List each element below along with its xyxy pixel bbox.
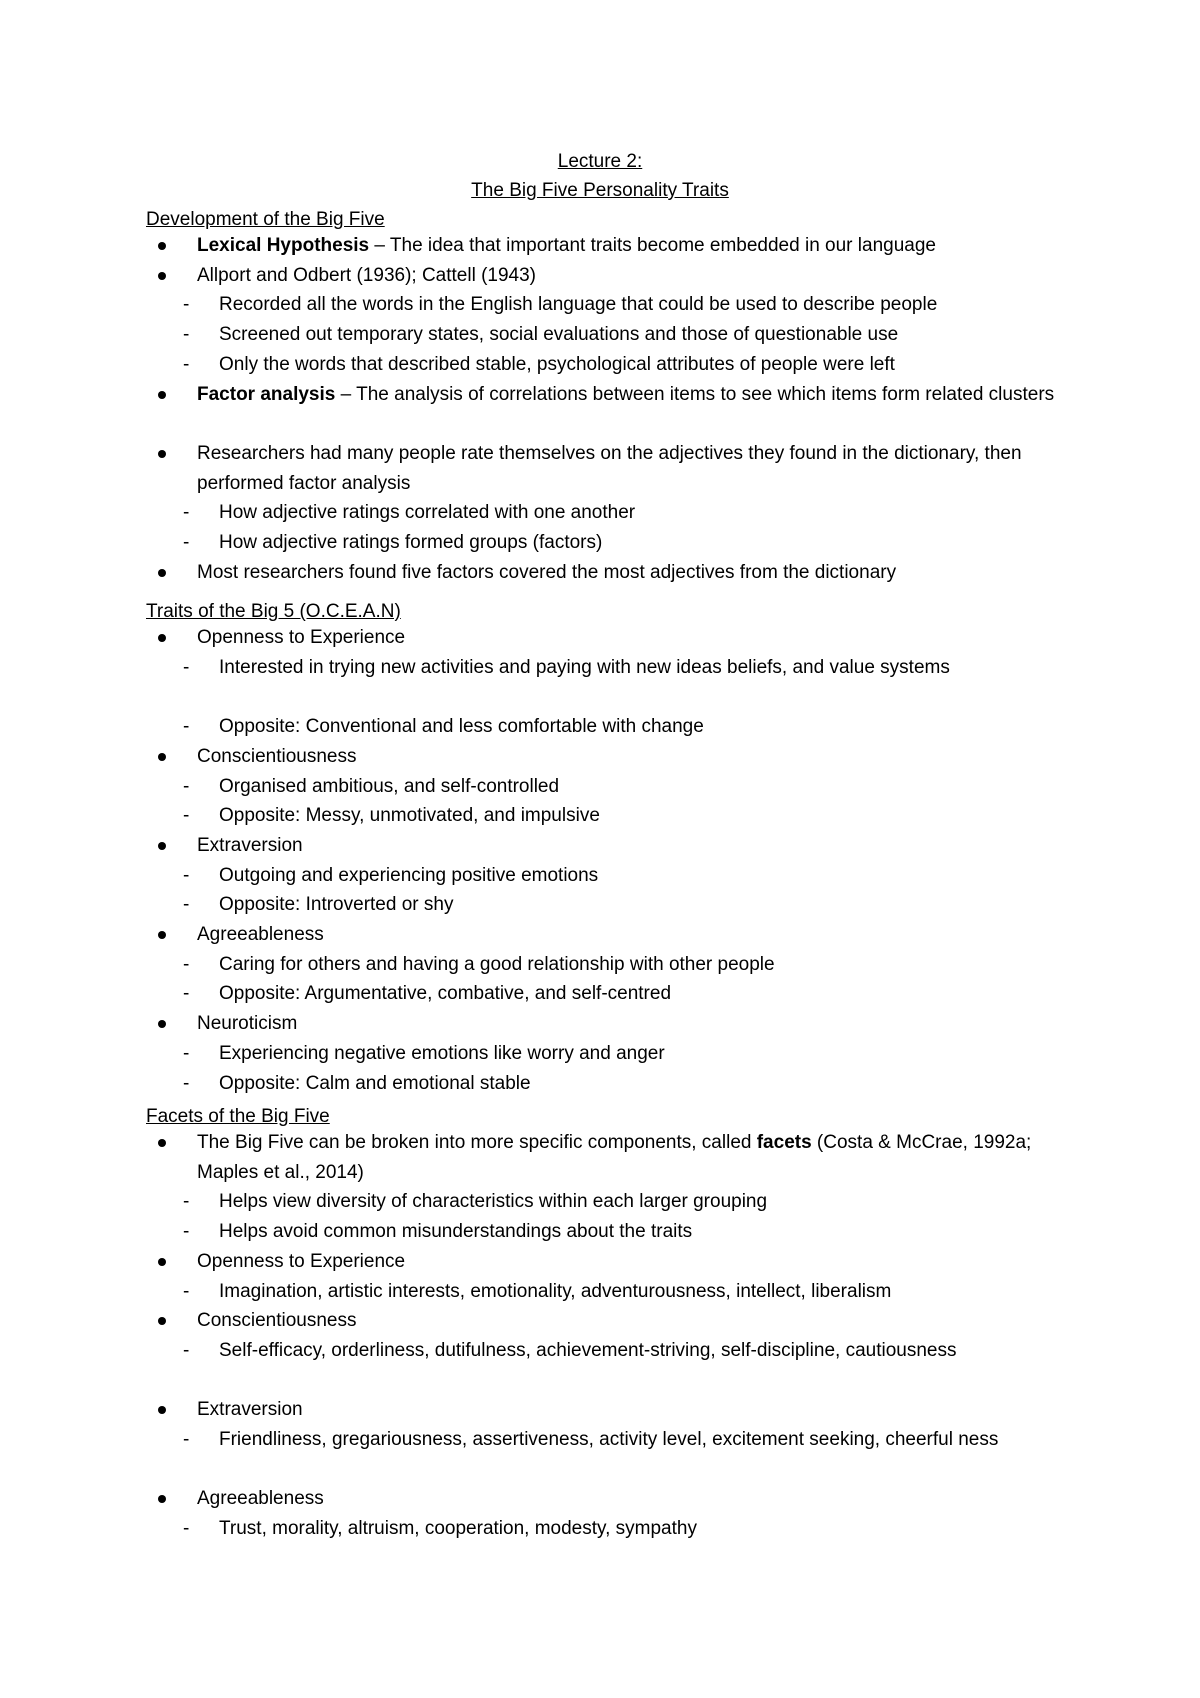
item-text bbox=[219, 1217, 1066, 1247]
item-text-body: Interested in trying new activities and paying with new ideas beliefs, and value systems bbox=[219, 656, 950, 678]
sub-item bbox=[146, 801, 1066, 831]
section-heading: Development of the Big Five bbox=[146, 209, 385, 230]
lecture-number: Lecture 2: bbox=[557, 151, 643, 172]
dash-marker: - bbox=[183, 1221, 190, 1243]
item-text bbox=[197, 742, 1066, 772]
item-text-body: – The idea that important traits become embedded in our language bbox=[369, 235, 936, 256]
sub-item bbox=[146, 1039, 1066, 1069]
item-text bbox=[219, 1514, 1066, 1544]
bullet-item bbox=[146, 831, 1066, 861]
item-text-body: Opposite: Introverted or shy bbox=[219, 894, 454, 916]
bullet-dot-icon bbox=[158, 450, 166, 458]
item-text bbox=[219, 653, 1066, 683]
bullet-item bbox=[146, 231, 1066, 261]
dash-marker: - bbox=[183, 1191, 190, 1213]
item-text bbox=[219, 1336, 1066, 1366]
sub-item bbox=[146, 979, 1066, 1009]
item-text-body: Self-efficacy, orderliness, dutifulness, achievement-striving, self-discipline, cautiousness bbox=[219, 1339, 957, 1361]
dash-marker: - bbox=[183, 1072, 190, 1094]
bullet-dot-icon bbox=[158, 634, 166, 642]
item-text-body: Extraversion bbox=[197, 834, 303, 856]
item-text bbox=[219, 290, 1066, 320]
dash-marker: - bbox=[183, 775, 190, 797]
item-text bbox=[197, 1306, 1066, 1336]
dash-marker: - bbox=[183, 894, 190, 916]
bullet-dot-icon bbox=[158, 1020, 166, 1028]
item-text-body: Only the words that described stable, psychological attributes of people were left bbox=[219, 353, 895, 375]
item-text bbox=[219, 1187, 1066, 1217]
item-text-body: Conscientiousness bbox=[197, 1310, 357, 1332]
dash-marker: - bbox=[183, 1280, 190, 1302]
bullet-item bbox=[146, 558, 1066, 588]
item-text-body: Neuroticism bbox=[197, 1013, 298, 1035]
bullet-item bbox=[146, 1395, 1066, 1425]
item-text-body: Opposite: Messy, unmotivated, and impulsive bbox=[219, 805, 600, 827]
item-text-body: Helps view diversity of characteristics within each larger grouping bbox=[219, 1191, 768, 1213]
item-text-body: Openness to Experience bbox=[197, 627, 406, 648]
sub-item bbox=[146, 1336, 1066, 1366]
sub-item bbox=[146, 498, 1066, 528]
item-text-body: Screened out temporary states, social evaluations and those of questionable use bbox=[219, 324, 899, 346]
item-text-body: Extraversion bbox=[197, 1399, 303, 1421]
dash-marker: - bbox=[183, 983, 190, 1005]
bullet-item bbox=[146, 1484, 1066, 1514]
dash-marker: - bbox=[183, 324, 190, 346]
item-text bbox=[219, 528, 1066, 558]
dash-marker: - bbox=[183, 1429, 190, 1450]
bullet-dot-icon bbox=[158, 931, 166, 939]
item-text-body: Imagination, artistic interests, emotionality, adventurousness, intellect, liberalism bbox=[219, 1280, 892, 1302]
item-text-body: Trust, morality, altruism, cooperation, modesty, sympathy bbox=[219, 1518, 697, 1540]
item-text-body: – The analysis of correlations between items to see which items form related clusters bbox=[335, 383, 1055, 405]
item-text bbox=[197, 1009, 1066, 1039]
item-text bbox=[197, 1395, 1066, 1425]
dash-marker: - bbox=[183, 864, 190, 886]
sub-item bbox=[146, 653, 1066, 683]
bullet-dot-icon bbox=[158, 1495, 166, 1503]
item-text-body: Opposite: Conventional and less comfortable with change bbox=[219, 716, 704, 738]
sub-item bbox=[146, 861, 1066, 891]
bold-term: Factor analysis bbox=[197, 383, 336, 405]
item-text bbox=[219, 1069, 1066, 1099]
item-text bbox=[197, 558, 1066, 588]
dash-marker: - bbox=[183, 353, 190, 375]
item-text bbox=[197, 831, 1066, 861]
item-text-body: Agreeableness bbox=[197, 924, 324, 945]
item-text-body: Conscientiousness bbox=[197, 745, 357, 767]
item-text-body: Recorded all the words in the English language that could be used to describe people bbox=[219, 294, 938, 316]
item-text bbox=[197, 1128, 1066, 1187]
item-text bbox=[197, 439, 1066, 498]
sub-item bbox=[146, 290, 1066, 320]
bullet-item bbox=[146, 439, 1066, 498]
item-text-body: Agreeableness bbox=[197, 1488, 324, 1510]
item-text bbox=[197, 623, 1066, 653]
dash-marker: - bbox=[183, 1339, 190, 1361]
item-text bbox=[219, 350, 1066, 380]
item-text-body: Experiencing negative emotions like worry and anger bbox=[219, 1042, 665, 1064]
bullet-dot-icon bbox=[158, 1258, 166, 1266]
item-text bbox=[219, 320, 1066, 350]
sub-item bbox=[146, 772, 1066, 802]
bullet-dot-icon bbox=[158, 1317, 166, 1325]
sub-item bbox=[146, 528, 1066, 558]
item-text bbox=[219, 979, 1066, 1009]
dash-marker: - bbox=[183, 805, 190, 827]
sub-item bbox=[146, 1514, 1066, 1544]
dash-marker: - bbox=[183, 656, 190, 678]
item-text-body: Opposite: Calm and emotional stable bbox=[219, 1072, 531, 1094]
item-text-body: Researchers had many people rate themselves on the adjectives they found in the dictionary, then performed factor analysis bbox=[197, 442, 1022, 494]
bullet-dot-icon bbox=[158, 1406, 166, 1414]
bullet-dot-icon bbox=[158, 569, 166, 577]
dash-marker: - bbox=[183, 1518, 190, 1540]
item-text-body: (Costa & McCrae, 1992a; Maples et al., 2014) bbox=[197, 1132, 1032, 1183]
sub-item bbox=[146, 1187, 1066, 1217]
bold-term: Lexical Hypothesis bbox=[197, 235, 370, 256]
sub-item bbox=[146, 350, 1066, 380]
bullet-dot-icon bbox=[158, 842, 166, 850]
item-text bbox=[219, 1277, 1066, 1307]
sub-item bbox=[146, 712, 1066, 742]
item-text bbox=[219, 1039, 1066, 1069]
bullet-item bbox=[146, 261, 1066, 291]
item-text-body: Opposite: Argumentative, combative, and self-centred bbox=[219, 983, 672, 1005]
item-text-body: Organised ambitious, and self-controlled bbox=[219, 775, 560, 797]
bullet-item bbox=[146, 920, 1066, 950]
bullet-item bbox=[146, 1128, 1066, 1187]
item-text bbox=[197, 1247, 1066, 1277]
item-text-body: Helps avoid common misunderstandings about the traits bbox=[219, 1221, 693, 1243]
dash-marker: - bbox=[183, 532, 190, 553]
bullet-item bbox=[146, 623, 1066, 653]
item-text-body: How adjective ratings formed groups (factors) bbox=[219, 532, 603, 553]
bullet-item bbox=[146, 1247, 1066, 1277]
section-heading: Traits of the Big 5 (O.C.E.A.N) bbox=[146, 601, 401, 622]
item-text bbox=[219, 1425, 1066, 1455]
sub-item bbox=[146, 1425, 1066, 1455]
bullet-dot-icon bbox=[158, 272, 166, 280]
dash-marker: - bbox=[183, 502, 190, 524]
item-text bbox=[219, 498, 1066, 528]
bullet-item bbox=[146, 380, 1066, 410]
item-text-body: How adjective ratings correlated with one another bbox=[219, 502, 636, 524]
item-text-body: Outgoing and experiencing positive emotions bbox=[219, 864, 599, 886]
bullet-item bbox=[146, 1306, 1066, 1336]
item-text-body: Friendliness, gregariousness, assertiveness, activity level, excitement seeking, cheerful ness bbox=[219, 1429, 999, 1450]
bullet-item bbox=[146, 1009, 1066, 1039]
sub-item bbox=[146, 320, 1066, 350]
bullet-dot-icon bbox=[158, 753, 166, 761]
document-title: The Big Five Personality Traits bbox=[471, 180, 729, 201]
sub-item bbox=[146, 1277, 1066, 1307]
sub-item bbox=[146, 1069, 1066, 1099]
item-text bbox=[219, 890, 1066, 920]
item-text-body: Allport and Odbert (1936); Cattell (1943) bbox=[197, 264, 537, 286]
item-text bbox=[219, 801, 1066, 831]
item-text bbox=[219, 950, 1066, 980]
dash-marker: - bbox=[183, 716, 190, 738]
bullet-dot-icon bbox=[158, 391, 166, 399]
dash-marker: - bbox=[183, 1042, 190, 1064]
item-text-lead: The Big Five can be broken into more specific components, called bbox=[197, 1132, 757, 1153]
bold-term: facets bbox=[756, 1132, 812, 1153]
sub-item bbox=[146, 890, 1066, 920]
section-heading: Facets of the Big Five bbox=[146, 1106, 330, 1127]
item-text bbox=[197, 1484, 1066, 1514]
dash-marker: - bbox=[183, 953, 190, 975]
item-text-body: Most researchers found five factors covered the most adjectives from the dictionary bbox=[197, 561, 897, 583]
sub-item bbox=[146, 1217, 1066, 1247]
bullet-dot-icon bbox=[158, 242, 166, 250]
bullet-item bbox=[146, 742, 1066, 772]
item-text bbox=[219, 861, 1066, 891]
item-text bbox=[197, 231, 1066, 261]
item-text bbox=[197, 920, 1066, 950]
item-text bbox=[197, 380, 1066, 410]
item-text bbox=[219, 712, 1066, 742]
item-text-body: Openness to Experience bbox=[197, 1250, 406, 1272]
item-text bbox=[219, 772, 1066, 802]
dash-marker: - bbox=[183, 294, 190, 316]
item-text bbox=[197, 261, 1066, 291]
bullet-dot-icon bbox=[158, 1139, 166, 1147]
item-text-body: Caring for others and having a good relationship with other people bbox=[219, 953, 775, 975]
sub-item bbox=[146, 950, 1066, 980]
